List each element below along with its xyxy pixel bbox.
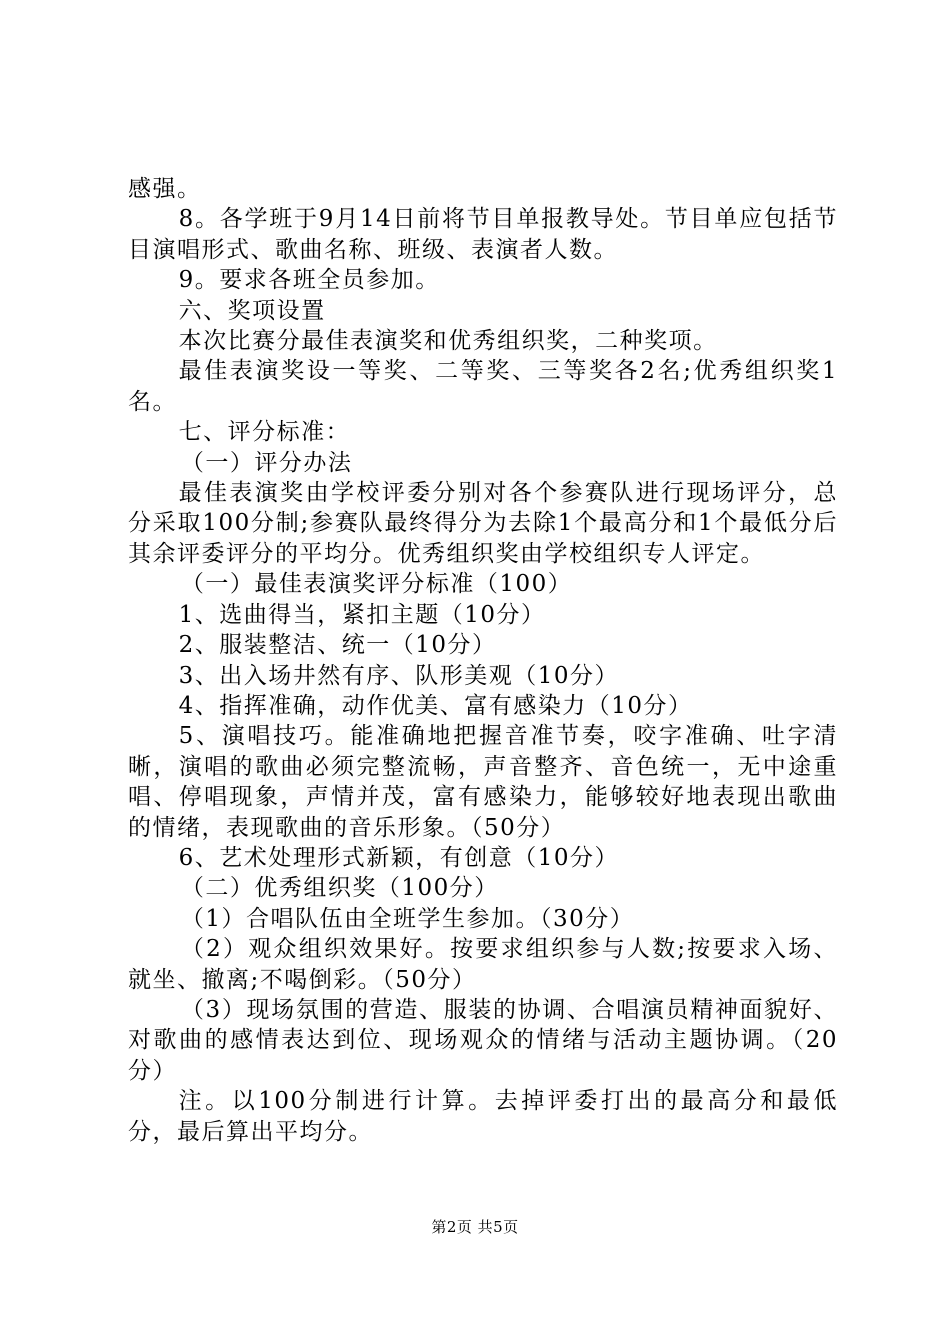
paragraph: 感强。 bbox=[128, 176, 202, 202]
list-item: 6、艺术处理形式新颖，有创意（10分） bbox=[178, 844, 619, 871]
note-paragraph: 注。以100分制进行计算。去掉评委打出的最高分和最低分，最后算出平均分。 bbox=[128, 1088, 838, 1145]
page-footer: 第2页 共5页 bbox=[431, 1218, 519, 1236]
paragraph: 最佳表演奖设一等奖、二等奖、三等奖各2名;优秀组织奖1名。 bbox=[128, 358, 838, 415]
paragraph: 9。要求各班全员参加。 bbox=[178, 267, 440, 294]
section-heading: 七、评分标准： bbox=[178, 419, 351, 446]
list-item: （1）合唱队伍由全班学生参加。（30分） bbox=[180, 905, 635, 932]
list-item: （2）观众组织效果好。按要求组织参与人数;按要求入场、就坐、撤离;不喝倒彩。（50分） bbox=[128, 936, 838, 993]
paragraph: 本次比赛分最佳表演奖和优秀组织奖，二种奖项。 bbox=[178, 328, 718, 355]
list-item: 1、选曲得当，紧扣主题（10分） bbox=[178, 601, 546, 628]
list-item: 5、演唱技巧。能准确地把握音准节奏，咬字准确、吐字清晰，演唱的歌曲必须完整流畅，声音整齐、音色统一，无中途重唱、停唱现象，声情并茂，富有感染力，能够较好地表现出歌曲的情绪，表现歌曲的音乐形象。（50分） bbox=[128, 723, 838, 841]
subsection-heading: （一）评分办法 bbox=[180, 449, 353, 476]
subsection-heading: （二）优秀组织奖（100分） bbox=[180, 875, 499, 902]
subsection-heading: （一）最佳表演奖评分标准（100） bbox=[180, 571, 573, 598]
list-item: （3）现场氛围的营造、服装的协调、合唱演员精神面貌好、对歌曲的感情表达到位、现场观众的情绪与活动主题协调。（20分） bbox=[128, 996, 838, 1084]
document-body bbox=[128, 174, 838, 1147]
paragraph: 8。各学班于9月14日前将节目单报教导处。节目单应包括节目演唱形式、歌曲名称、班级、表演者人数。 bbox=[128, 206, 838, 263]
list-item: 4、指挥准确，动作优美、富有感染力（10分） bbox=[178, 692, 693, 719]
list-item: 2、服装整洁、统一（10分） bbox=[178, 632, 497, 659]
section-heading: 六、奖项设置 bbox=[178, 297, 326, 324]
list-item: 3、出入场井然有序、队形美观（10分） bbox=[178, 662, 619, 689]
paragraph: 最佳表演奖由学校评委分别对各个参赛队进行现场评分，总分采取100分制;参赛队最终得分为去除1个最高分和1个最低分后其余评委评分的平均分。优秀组织奖由学校组织专人评定。 bbox=[128, 480, 838, 567]
